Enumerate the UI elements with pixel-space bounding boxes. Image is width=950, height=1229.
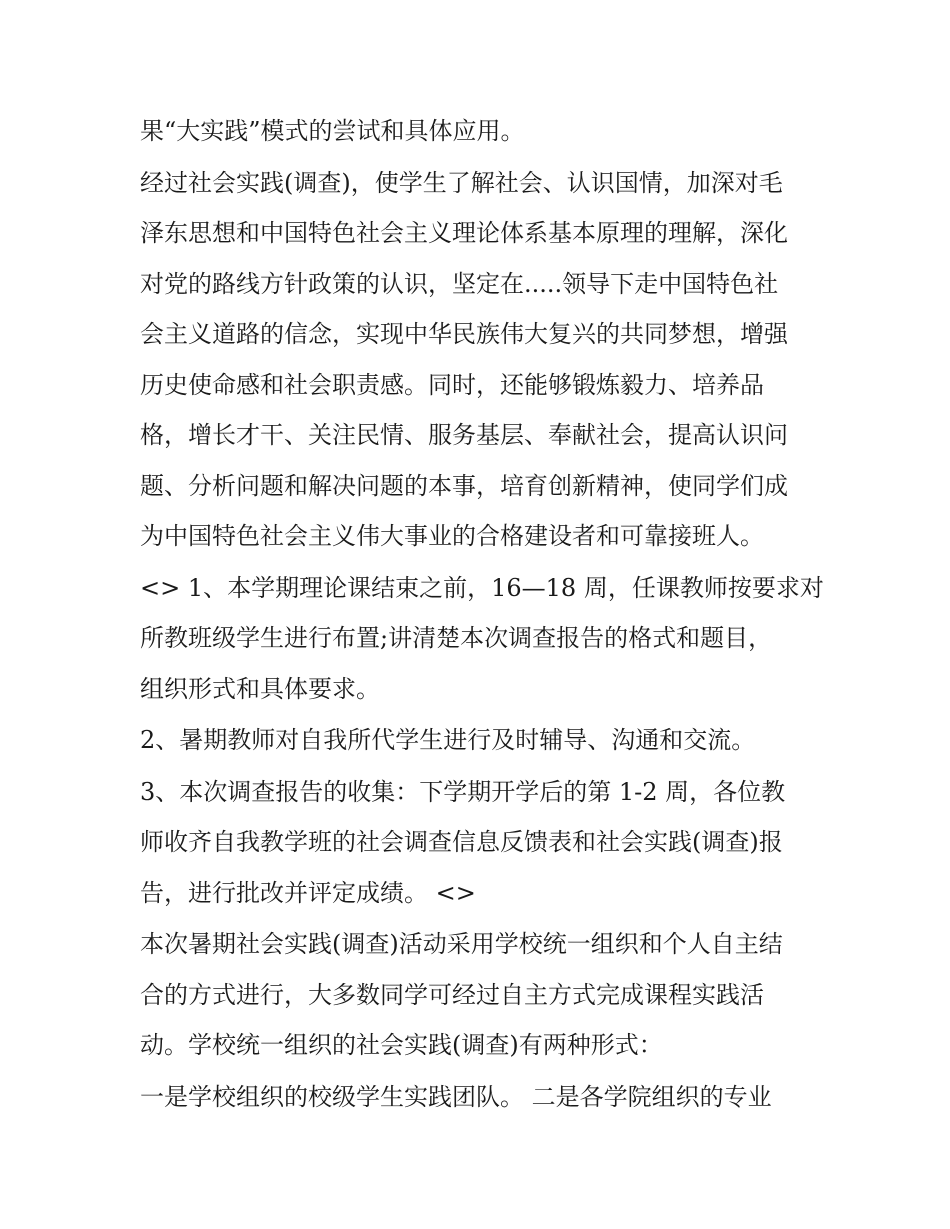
text-line: 本次暑期社会实践(调查)活动采用学校统一组织和个人自主结 [140, 930, 783, 958]
text-line: 为中国特色社会主义伟大事业的合格建设者和可靠接班人。 [140, 522, 764, 550]
text-line: 果“大实践”模式的尝试和具体应用。 [140, 117, 525, 145]
paragraph-6 [140, 919, 820, 1071]
text-line: 3、本次调查报告的收集：下学期开学后的第 1-2 周，各位教 [140, 777, 786, 806]
text-line: 题、分析问题和解决问题的本事，培育创新精神，使同学们成 [140, 471, 788, 500]
text-line: 告，进行批改并评定成绩。 <> [140, 878, 476, 907]
text-line: 会主义道路的信念，实现中华民族伟大复兴的共同梦想，增强 [140, 320, 788, 348]
paragraph-2 [140, 158, 820, 562]
paragraph-1 [140, 106, 820, 157]
text-line: 对党的路线方针政策的认识，坚定在.....领导下走中国特色社 [140, 269, 779, 298]
document-body [140, 106, 824, 1123]
text-line: 合的方式进行，大多数同学可经过自主方式完成课程实践活 [140, 980, 764, 1009]
text-line: <> 1、本学期理论课结束之前，16—18 周，任课教师按要求对 [140, 573, 824, 602]
text-line: 组织形式和具体要求。 [140, 674, 380, 703]
text-line: 2、暑期教师对自我所代学生进行及时辅导、沟通和交流。 [140, 726, 756, 754]
paragraph-5 [140, 767, 820, 919]
paragraph-7 [140, 1072, 820, 1123]
text-line: 格，增长才干、关注民情、服务基层、奉献社会，提高认识问 [140, 421, 788, 449]
text-line: 一是学校组织的校级学生实践团队。 二是各学院组织的专业 [140, 1082, 772, 1111]
text-line: 经过社会实践(调查)，使学生了解社会、认识国情，加深对毛 [140, 168, 783, 197]
text-line: 历史使命感和社会职责感。同时，还能够锻炼毅力、培养品 [140, 370, 764, 399]
paragraph-4 [140, 715, 820, 766]
paragraph-3 [140, 563, 824, 715]
text-line: 泽东思想和中国特色社会主义理论体系基本原理的理解，深化 [140, 219, 788, 247]
text-line: 所教班级学生进行布置;讲清楚本次调查报告的格式和题目， [140, 624, 773, 652]
text-line: 师收齐自我教学班的社会调查信息反馈表和社会实践(调查)报 [140, 828, 783, 856]
text-line: 动。学校统一组织的社会实践(调查)有两种形式： [140, 1031, 663, 1059]
